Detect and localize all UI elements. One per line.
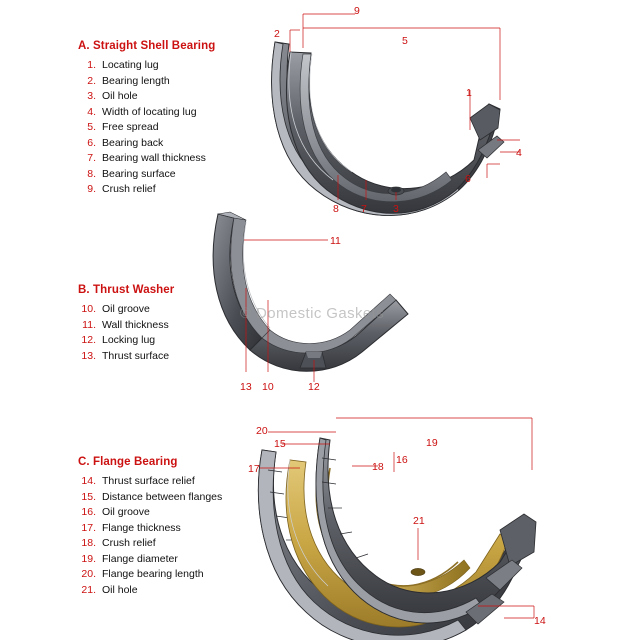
legend-item-number: 1. [87, 59, 96, 71]
illustration-thrust-washer [213, 212, 408, 371]
callout-number: 12 [308, 381, 320, 393]
callout-number: 5 [402, 35, 408, 47]
callout-number: 17 [248, 463, 260, 475]
callout-number: 2 [274, 28, 280, 40]
legend-item-label: Bearing wall thickness [102, 152, 206, 164]
callout-number: 9 [354, 5, 360, 17]
legend-item-number: 19. [81, 552, 96, 565]
legend-item-number: 12. [81, 334, 96, 346]
callout-number: 15 [274, 438, 286, 450]
legend-item-label: Thrust surface relief [102, 475, 195, 487]
legend-item-label: Bearing length [102, 74, 170, 87]
legend-item-label: Oil hole [102, 583, 138, 596]
watermark: © Domestic Gaskets [240, 305, 385, 322]
legend-b-title: B. Thrust Washer [78, 284, 175, 296]
legend-item-label: Locating lug [102, 59, 159, 71]
legend-item-number: 8. [87, 167, 96, 180]
callout-number: 14 [534, 615, 546, 627]
legend-item-label: Crush relief [102, 537, 156, 549]
legend-item-label: Flange thickness [102, 521, 181, 534]
legend-item-label: Wall thickness [102, 318, 169, 331]
callout-number: 18 [372, 461, 384, 473]
callout-number: 1 [466, 87, 472, 99]
callout-number: 6 [465, 173, 471, 185]
legend-item-label: Free spread [102, 121, 159, 133]
legend-item-number: 16. [81, 506, 96, 518]
legend-item-number: 4. [87, 105, 96, 118]
callout-number: 16 [396, 454, 408, 466]
legend-item-label: Crush relief [102, 183, 156, 195]
callout-number: 8 [333, 203, 339, 215]
legend-item-number: 7. [87, 152, 96, 164]
legend-item-number: 14. [81, 475, 96, 487]
callout-number: 3 [393, 203, 399, 215]
legend-item-number: 11. [82, 318, 96, 331]
legend-item-label: Distance between flanges [102, 490, 223, 503]
legend-c-title: C. Flange Bearing [78, 456, 178, 468]
legend-item-number: 13. [81, 349, 96, 362]
legend-item-number: 6. [87, 136, 96, 149]
legend-item-label: Thrust surface [102, 349, 170, 362]
legend-item-number: 5. [87, 121, 96, 133]
legend-item-label: Width of locating lug [102, 105, 197, 118]
legend-item-number: 15. [81, 490, 96, 503]
legend-item-label: Flange bearing length [102, 568, 204, 580]
legend-item-number: 17. [81, 521, 96, 534]
legend-item-number: 18. [81, 537, 96, 549]
callout-number: 11 [330, 235, 341, 247]
legend-a-title: A. Straight Shell Bearing [78, 40, 216, 52]
illustration-flange-bearing [258, 438, 536, 640]
legend-item-number: 2. [87, 74, 96, 87]
legend-item-number: 10. [81, 303, 96, 315]
legend-item-label: Oil hole [102, 90, 138, 102]
legend-item-number: 9. [87, 183, 96, 195]
legend-item-label: Bearing surface [102, 167, 176, 180]
legend-item-label: Locking lug [102, 334, 156, 346]
callout-number: 4 [516, 147, 522, 159]
legend-item-label: Oil groove [102, 506, 150, 518]
legend-item-label: Flange diameter [102, 552, 178, 565]
legend-item-number: 3. [87, 90, 96, 102]
callout-number: 10 [262, 381, 274, 393]
legend-item-number: 20. [81, 568, 96, 580]
illustration-straight-shell-bearing [272, 42, 504, 216]
legend-item-label: Oil groove [102, 303, 150, 315]
callout-number: 19 [426, 437, 438, 449]
callout-number: 7 [361, 203, 367, 215]
callout-number: 20 [256, 425, 268, 437]
callout-number: 13 [240, 381, 252, 393]
legend-item-label: Bearing back [102, 136, 164, 149]
callout-number: 21 [413, 515, 425, 527]
legend-item-number: 21. [81, 583, 96, 596]
